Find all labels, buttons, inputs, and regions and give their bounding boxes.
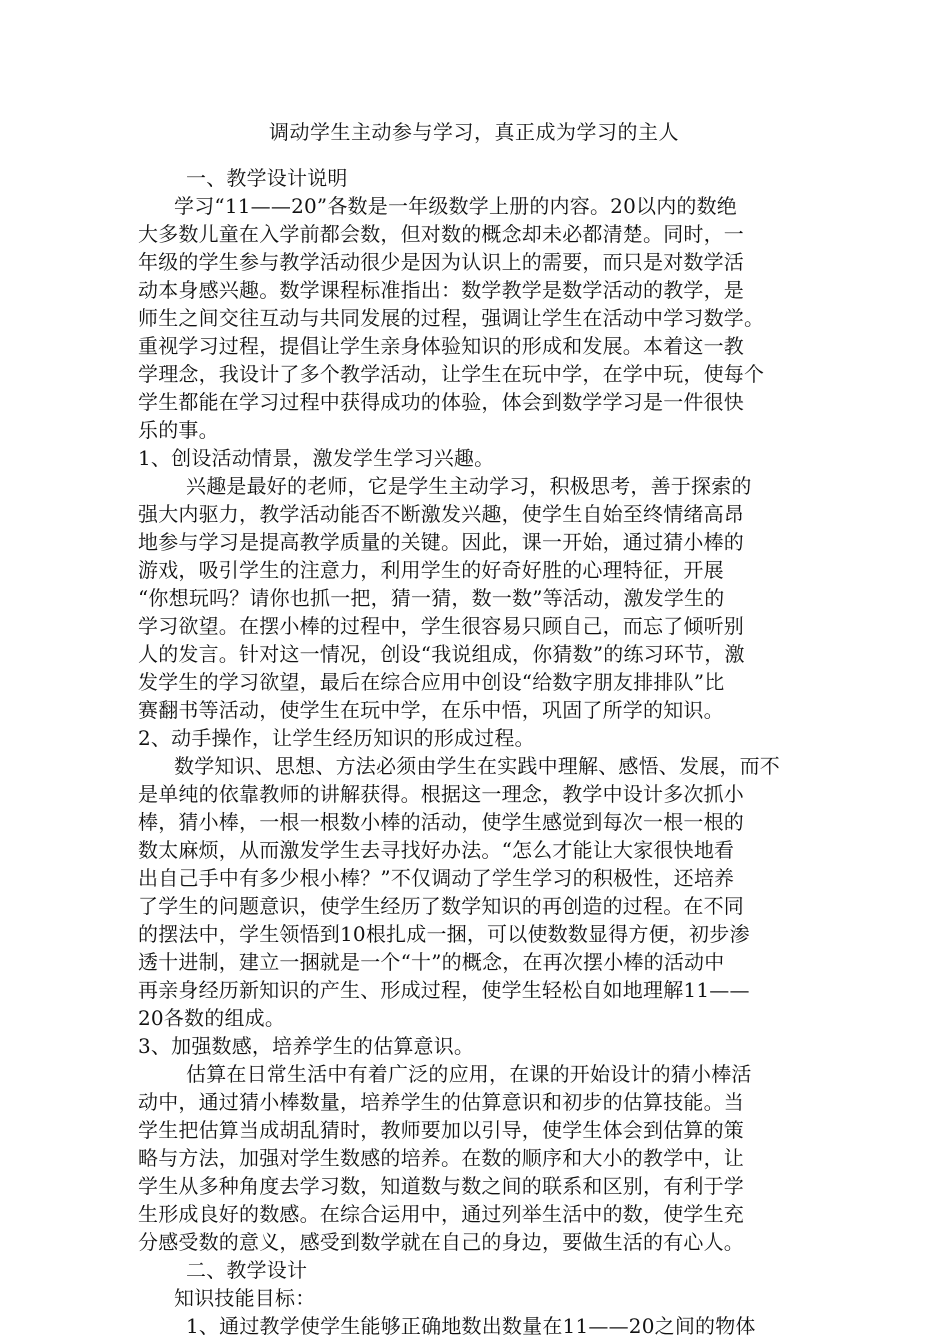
- paragraph-line: 20各数的组成。: [138, 1006, 286, 1030]
- subheading-3: 3、加强数感，培养学生的估算意识。: [138, 1034, 475, 1058]
- paragraph-line: 大多数儿童在入学前都会数，但对数的概念却未必都清楚。同时，一: [138, 222, 744, 246]
- document-title: 调动学生主动参与学习，真正成为学习的主人: [269, 120, 679, 144]
- paragraph-line: 棒，猜小棒，一根一根数小棒的活动，使学生感觉到每次一根一根的: [138, 810, 744, 834]
- paragraph-line: 学习“11——20”各数是一年级数学上册的内容。20以内的数绝: [174, 194, 737, 218]
- paragraph-line: 再亲身经历新知识的产生、形成过程，使学生轻松自如地理解11——: [138, 978, 750, 1002]
- paragraph-line: 数太麻烦，从而激发学生去寻找好办法。“怎么才能让大家很快地看: [138, 838, 735, 862]
- paragraph-line: 出自己手中有多少根小棒？”不仅调动了学生学习的积极性，还培养: [138, 866, 735, 890]
- paragraph-line: 估算在日常生活中有着广泛的应用，在课的开始设计的猜小棒活: [186, 1062, 752, 1086]
- paragraph-line: 年级的学生参与教学活动很少是因为认识上的需要，而只是对数学活: [138, 250, 744, 274]
- goal-item: 1、通过教学使学生能够正确地数出数量在11——20之间的物体: [186, 1314, 756, 1338]
- paragraph-line: 动中，通过猜小棒数量，培养学生的估算意识和初步的估算技能。当: [138, 1090, 744, 1114]
- paragraph-line: 重视学习过程，提倡让学生亲身体验知识的形成和发展。本着这一教: [138, 334, 744, 358]
- paragraph-line: 的摆法中，学生领悟到10根扎成一捆，可以使数数显得方便，初步渗: [138, 922, 750, 946]
- paragraph-line: 学理念，我设计了多个教学活动，让学生在玩中学，在学中玩，使每个: [138, 362, 765, 386]
- paragraph-line: 略与方法，加强对学生数感的培养。在数的顺序和大小的教学中，让: [138, 1146, 744, 1170]
- paragraph-line: 兴趣是最好的老师，它是学生主动学习，积极思考，善于探索的: [186, 474, 752, 498]
- paragraph-line: 学生都能在学习过程中获得成功的体验，体会到数学学习是一件很快: [138, 390, 744, 414]
- paragraph-line: “你想玩吗？请你也抓一把，猜一猜，数一数”等活动，激发学生的: [138, 586, 725, 610]
- goal-label: 知识技能目标：: [174, 1286, 316, 1310]
- subheading-1: 1、创设活动情景，激发学生学习兴趣。: [138, 446, 495, 470]
- paragraph-line: 生形成良好的数感。在综合运用中，通过列举生活中的数，使学生充: [138, 1202, 744, 1226]
- paragraph-line: 了学生的问题意识，使学生经历了数学知识的再创造的过程。在不同: [138, 894, 744, 918]
- paragraph-line: 强大内驱力，教学活动能否不断激发兴趣，使学生自始至终情绪高昂: [138, 502, 744, 526]
- paragraph-line: 赛翻书等活动，使学生在玩中学，在乐中悟，巩固了所学的知识。: [138, 698, 724, 722]
- paragraph-line: 透十进制，建立一捆就是一个“十”的概念，在再次摆小棒的活动中: [138, 950, 725, 974]
- document-page: [138, 118, 810, 1340]
- paragraph-line: 人的发言。针对这一情况，创设“我说组成，你猜数”的练习环节，激: [138, 642, 745, 666]
- paragraph-line: 分感受数的意义，感受到数学就在自己的身边，要做生活的有心人。: [138, 1230, 744, 1254]
- paragraph-line: 学习欲望。在摆小棒的过程中，学生很容易只顾自己，而忘了倾听别: [138, 614, 744, 638]
- section-heading-1: 一、教学设计说明: [186, 166, 348, 190]
- paragraph-line: 学生从多种角度去学习数，知道数与数之间的联系和区别，有利于学: [138, 1174, 744, 1198]
- paragraph-line: 学生把估算当成胡乱猜时，教师要加以引导，使学生体会到估算的策: [138, 1118, 744, 1142]
- paragraph-line: 动本身感兴趣。数学课程标准指出：数学教学是数学活动的教学，是: [138, 278, 744, 302]
- paragraph-line: 发学生的学习欲望，最后在综合应用中创设“给数字朋友排排队”比: [138, 670, 725, 694]
- paragraph-line: 是单纯的依靠教师的讲解获得。根据这一理念，教学中设计多次抓小: [138, 782, 744, 806]
- paragraph-line: 地参与学习是提高教学质量的关键。因此，课一开始，通过猜小棒的: [138, 530, 744, 554]
- paragraph-line: 游戏，吸引学生的注意力，利用学生的好奇好胜的心理特征，开展: [138, 558, 724, 582]
- subheading-2: 2、动手操作，让学生经历知识的形成过程。: [138, 726, 535, 750]
- paragraph-line: 数学知识、思想、方法必须由学生在实践中理解、感悟、发展，而不: [174, 754, 780, 778]
- section-heading-2: 二、教学设计: [186, 1258, 308, 1282]
- paragraph-line: 乐的事。: [138, 418, 219, 442]
- paragraph-line: 师生之间交往互动与共同发展的过程，强调让学生在活动中学习数学。: [138, 306, 765, 330]
